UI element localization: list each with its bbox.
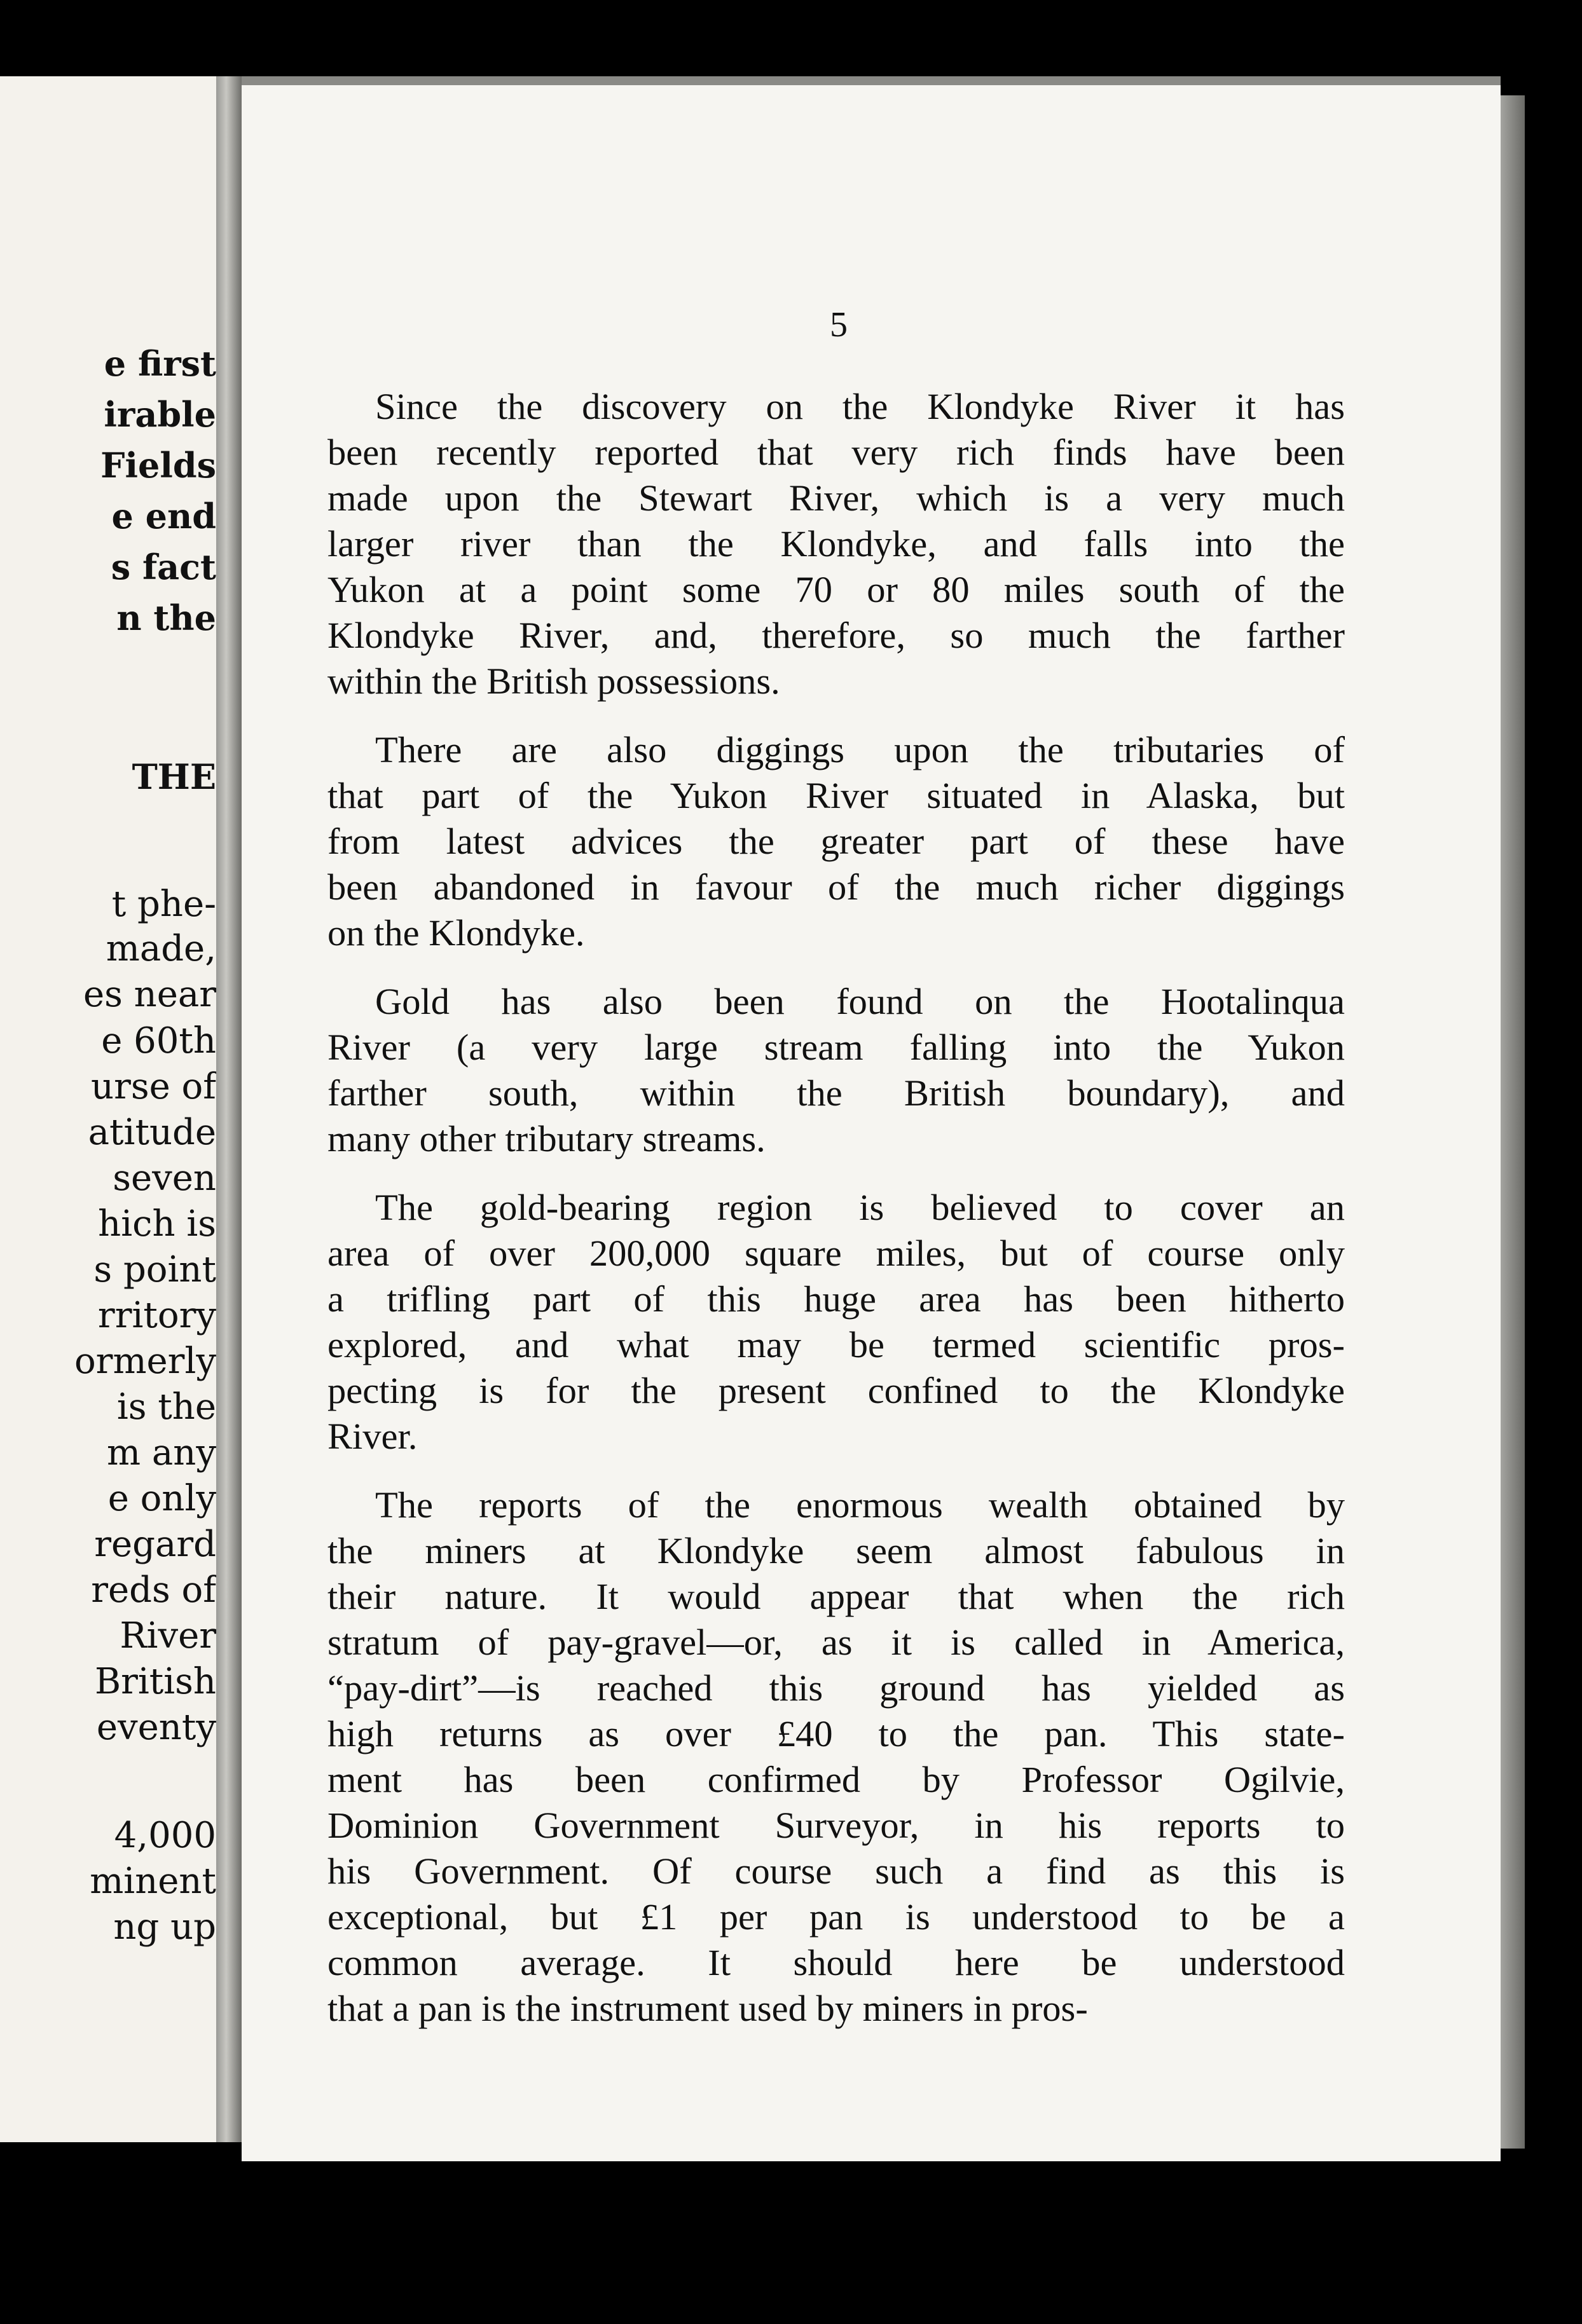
- text-line: ment has been confirmed by Professor Ogilvie,: [327, 1759, 1345, 1800]
- text-line: Since the discovery on the Klondyke River it has: [375, 386, 1345, 427]
- text-line: farther south, within the British boundary), and: [327, 1072, 1345, 1114]
- left-page-fragment-line: rritory: [97, 1295, 216, 1336]
- left-page-fragment-line: irable: [104, 394, 216, 435]
- right-page: [242, 76, 1501, 2161]
- left-page-fragment-line: e 60th: [101, 1020, 216, 1062]
- left-page-fragment-line: made,: [106, 928, 216, 969]
- text-line: Yukon at a point some 70 or 80 miles south of the: [327, 569, 1345, 610]
- left-page-fragment-line: es near: [83, 974, 216, 1015]
- text-line: larger river than the Klondyke, and falls into the: [327, 523, 1345, 564]
- text-line: Klondyke River, and, therefore, so much the farther: [327, 615, 1345, 656]
- text-line: within the British possessions.: [327, 660, 780, 702]
- paragraph: [327, 979, 1345, 1162]
- left-page-fragment-line: regard: [94, 1524, 216, 1565]
- text-line: his Government. Of course such a find as this is: [327, 1850, 1345, 1892]
- paragraph: [327, 1185, 1345, 1459]
- left-page-fragment-line: River: [120, 1615, 216, 1657]
- text-line: common average. It should here be understood: [327, 1942, 1345, 1983]
- left-page-fragment-line: minent: [90, 1861, 216, 1902]
- text-line: area of over 200,000 square miles, but of course only: [327, 1233, 1345, 1274]
- text-line: The reports of the enormous wealth obtained by: [375, 1484, 1345, 1526]
- text-line: There are also diggings upon the tributaries of: [375, 729, 1345, 770]
- text-line: from latest advices the greater part of these have: [327, 821, 1345, 862]
- text-line: The gold-bearing region is believed to cover an: [375, 1187, 1345, 1228]
- text-line: on the Klondyke.: [327, 912, 585, 954]
- text-line: River.: [327, 1416, 418, 1457]
- text-line: “pay-dirt”—is reached this ground has yielded as: [327, 1667, 1345, 1709]
- left-page-fragment-line: m any: [107, 1432, 216, 1473]
- left-page-fragment-line: s point: [93, 1249, 216, 1290]
- page-number: 5: [830, 305, 848, 345]
- left-page-fragment-line: British: [94, 1661, 216, 1702]
- left-page-fragment-line: seven: [113, 1158, 216, 1199]
- text-line: been abandoned in favour of the much richer diggings: [327, 866, 1345, 908]
- text-line: high returns as over £40 to the pan. This state-: [327, 1713, 1345, 1754]
- text-line: Dominion Government Surveyor, in his reports to: [327, 1805, 1345, 1846]
- page-edge: [1501, 95, 1525, 2149]
- left-page-fragment-line: ng up: [113, 1906, 216, 1948]
- left-page-fragment-line: t phe-: [111, 884, 216, 925]
- text-line: pecting is for the present confined to the Klondyke: [327, 1370, 1345, 1411]
- text-line: that a pan is the instrument used by miners in pros-: [327, 1988, 1088, 2029]
- text-line: been recently reported that very rich finds have been: [327, 432, 1345, 473]
- left-page-fragment-line: ormerly: [74, 1341, 216, 1382]
- paragraph: [327, 1482, 1345, 2032]
- paragraph: [327, 727, 1345, 956]
- left-page-fragment-line: n the: [116, 598, 216, 638]
- text-line: the miners at Klondyke seem almost fabulous in: [327, 1530, 1345, 1571]
- text-line: Gold has also been found on the Hootalinqua: [375, 981, 1345, 1022]
- left-page-fragment-line: 4,000: [114, 1815, 216, 1856]
- text-line: that part of the Yukon River situated in Alaska, but: [327, 775, 1345, 816]
- left-page-fragment-line: e only: [107, 1478, 216, 1519]
- left-page-fragment-line: e first: [104, 343, 216, 384]
- text-line: River (a very large stream falling into the Yukon: [327, 1027, 1345, 1068]
- left-page-fragment-line: urse of: [91, 1066, 216, 1107]
- left-page-fragment-line: is the: [116, 1386, 216, 1428]
- text-line: a trifling part of this huge area has been hitherto: [327, 1278, 1345, 1320]
- text-line: explored, and what may be termed scientific pros-: [327, 1324, 1345, 1365]
- body-text: [327, 384, 1345, 2054]
- left-page-fragment-line: hich is: [98, 1203, 216, 1245]
- left-page-fragment-line: e end: [111, 496, 216, 537]
- text-line: exceptional, but £1 per pan is understood to be a: [327, 1896, 1345, 1938]
- page-gutter: [216, 76, 242, 2142]
- text-line: their nature. It would appear that when the rich: [327, 1576, 1345, 1617]
- text-line: stratum of pay-gravel—or, as it is called in America,: [327, 1622, 1345, 1663]
- left-page-fragment: [0, 76, 216, 2142]
- left-page-fragment-line: eventy: [96, 1707, 216, 1748]
- left-page-fragment-line: atitude: [88, 1112, 216, 1153]
- paragraph: [327, 384, 1345, 704]
- text-line: made upon the Stewart River, which is a very much: [327, 477, 1345, 519]
- left-page-fragment-line: THE: [132, 756, 216, 797]
- left-page-fragment-line: Fields: [100, 445, 216, 486]
- left-page-fragment-line: s fact: [111, 547, 216, 587]
- text-line: many other tributary streams.: [327, 1118, 766, 1159]
- left-page-fragment-line: reds of: [91, 1569, 216, 1611]
